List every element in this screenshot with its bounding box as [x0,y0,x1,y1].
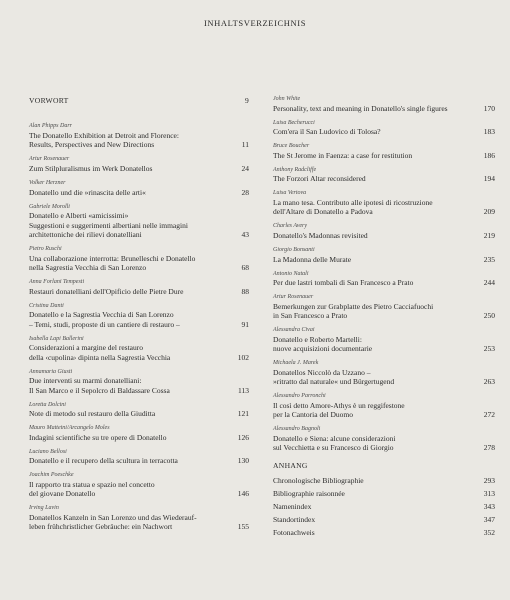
entry-author: Alessandra Civai [273,327,315,334]
entry-title-line: Donatello e Alberti «amicissimi» [29,211,129,221]
toc-entry [29,425,249,442]
entry-title-line: della ‹cupolina› dipinta nella Sagrestia Vecchia [29,352,171,362]
toc-entry [29,449,249,466]
page-number: 43 [241,230,249,239]
entry-title-line: Per due lastri tombali di San Francesco a Prato [273,278,414,288]
appendix-entry [273,489,495,498]
entry-title-line: architettoniche dei rilievi donatelliani [29,230,142,239]
toc-entry [29,402,249,419]
page-number: 244 [483,278,495,288]
appendix-entry [273,528,495,537]
toc-entry [29,472,249,498]
entry-title-line: The Forzori Altar reconsidered [273,174,366,184]
page-number: 24 [241,164,249,173]
entry-title-line: »ritratto dal naturale« und Bürgertugend [273,377,395,387]
page-number: 194 [483,174,495,184]
page-number: 347 [483,514,495,524]
appendix-label: Fotonachweis [273,527,315,537]
page-number: 121 [237,409,249,419]
toc-entry [29,123,249,149]
entry-title-line: per la Cantoria del Duomo [273,410,353,420]
entry-title-line: Il così detto Amore-Athys è un reggifestone [273,400,405,410]
toc-entry [273,167,495,184]
entry-title-line: leben frühchristlicher Gebräuche: ein Nachwort [29,522,173,532]
entry-author: Annamaria Giusti [29,368,73,375]
page-number: 102 [237,352,249,362]
entry-title-line: Personality, text and meaning in Donatello's single figures [273,103,448,113]
page-number: 278 [483,443,495,453]
entry-title-line: Donatello e la Sagrestia Vecchia di San Lorenzo [29,310,174,320]
entry-author: Anna Forlani Tempesti [29,279,85,285]
page-number: 126 [237,432,249,442]
entry-title-line: Il rapporto tra statua e spazio nel concetto [29,479,155,489]
page-number: 209 [483,207,495,217]
toc-entry [273,247,495,264]
entry-title-line: Considerazioni a margine del restauro [29,343,143,353]
page-number: 253 [483,344,495,354]
entry-title-line: La Madonna delle Murate [273,254,352,264]
page-number: 352 [483,527,495,537]
page-number: 88 [241,286,249,296]
entry-author: Loretta Dolcini [29,401,66,408]
entry-author: Irving Lavin [29,505,59,512]
toc-entry [273,327,495,353]
page-number: 91 [241,319,249,329]
section-label: VORWORT [29,96,69,105]
page-number: 155 [237,522,249,532]
toc-entry [273,96,495,113]
toc-entry [29,204,249,240]
entry-title-line: – Temi, studi, proposte di un cantiere di restauro – [29,319,180,329]
entry-title-line: sul Vecchietta e su Francesco di Giorgio [273,443,394,453]
page-number: 130 [237,456,249,466]
entry-title-line: Restauri donatelliani dell'Opificio delle Pietre Dure [29,286,184,296]
toc-entry [29,505,249,531]
page-number: 68 [241,263,249,272]
entry-title-line: Il San Marco e il Sepolcro di Baldassare Cossa [29,385,170,395]
page-number: 313 [483,488,495,498]
entry-title-line: Una collaborazione interrotta: Brunelleschi e Donatello [29,253,196,263]
entry-author: Luisa Becherucci [273,119,315,126]
toc-entry [273,120,495,137]
entry-author: Anthony Radcliffe [273,166,317,173]
page-number: 343 [483,501,495,511]
toc-entry [273,360,495,386]
page-number: 113 [238,385,249,395]
toc-entry [273,271,495,288]
page-number: 9 [244,96,249,105]
entry-title-line: Donatellos Niccolò da Uzzano – [273,367,371,377]
page-title: INHALTSVERZEICHNIS [203,18,307,28]
entry-title-line: nuove acquisizioni documentarie [273,344,373,354]
entry-title-line: Note di metodo sul restauro della Giuditta [29,409,156,419]
toc-entry [29,369,249,395]
section-label: ANHANG [273,460,308,470]
entry-author: Volker Herzner [29,180,66,186]
page-number: 28 [241,187,249,197]
entry-title-line: del giovane Donatello [29,489,96,499]
entry-title-line: Due interventi su marmi donatelliani: [29,376,142,386]
entry-author: Pietro Ruschi [29,246,62,252]
entry-author: Antonio Natali [273,270,309,277]
entry-title-line: dell'Altare di Donatello a Padova [273,207,373,217]
entry-author: Alessandro Bagnoli [273,426,321,433]
toc-entry [29,279,249,296]
page-number: 250 [483,311,495,321]
page-number: 186 [483,150,495,160]
appendix-label: Chronologische Bibliographie [273,475,364,485]
entry-title-line: Indagini scientifiche su tre opere di Donatello [29,432,167,442]
entry-title-line: Zum Stilpluralismus im Werk Donatellos [29,164,153,173]
entry-title-line: Suggestioni e suggerimenti albertiani nelle immagini [29,220,188,230]
appendix-label: Bibliographie raisonnée [273,488,345,498]
appendix-label: Standortindex [273,514,316,524]
entry-author: Giorgio Bonsanti [273,246,315,253]
entry-title-line: Results, Perspectives and New Directions [29,140,155,150]
entry-author: Mauro Matteini/Arcangelo Moles [29,425,110,432]
entry-author: Gabriele Morolli [29,203,70,210]
entry-title-line: Bemerkungen zur Grabplatte des Pietro Cacciafuochi [273,301,434,311]
entry-title-line: in San Francesco a Prato [273,311,348,321]
toc-section-vorwort [29,96,249,105]
entry-title-line: nella Sagrestia Vecchia di San Lorenzo [29,263,147,272]
toc-entry [273,294,495,320]
entry-author: Michaela J. Marek [273,360,319,367]
entry-title-line: Donatello e il recupero della scultura in terracotta [29,456,178,466]
entry-title-line: La mano tesa. Contributo alle ipotesi di ricostruzione [273,197,433,207]
toc-entry [273,190,495,216]
entry-author: Artur Rosenauer [29,156,70,163]
toc-entry [273,143,495,160]
toc-entry [29,246,249,272]
page-number: 146 [237,489,249,499]
page-number: 263 [483,377,495,387]
toc-entry [273,223,495,240]
entry-title-line: The Donatello Exhibition at Detroit and Florence: [29,131,179,140]
appendix-entry [273,502,495,511]
page-number: 170 [483,103,495,113]
left-column [29,96,249,538]
appendix-entry [273,515,495,524]
page-number: 11 [241,140,249,150]
page-number: 183 [483,127,495,137]
entry-author: Charles Avery [273,223,308,230]
entry-title-line: Donatello e Roberto Martelli: [273,334,362,344]
entry-title-line: Donatellos Kanzeln in San Lorenzo und das Wiederauf- [29,512,197,522]
entry-author: Luisa Vertova [273,190,307,197]
toc-entry [29,303,249,329]
entry-title-line: Com'era il San Ludovico di Tolosa? [273,127,381,137]
entry-author: Bruce Boucher [273,143,310,150]
entry-author: Artur Rosenauer [273,294,314,301]
appendix-entry [273,476,495,485]
page-number: 293 [483,475,495,485]
entry-title-line: Donatello's Madonnas revisited [273,230,368,240]
right-column [273,96,495,541]
entry-title-line: Donatello und die »rinascita delle arti« [29,187,146,197]
entry-author: Isabella Lapi Ballerini [29,335,84,342]
entry-title-line: The St Jerome in Faenza: a case for restitution [273,150,413,160]
entry-author: Luciano Bellosi [29,448,67,455]
page-number: 235 [483,254,495,264]
toc-entry [273,426,495,452]
toc-entry [29,336,249,362]
page-number: 219 [483,230,495,240]
toc-entry [273,393,495,419]
toc-entry [29,156,249,173]
entry-author: Alan Phipps Darr [29,123,73,130]
appendix-label: Namenindex [273,501,312,511]
toc-section-anhang [273,461,495,470]
entry-author: Alessandro Parronchi [273,393,326,400]
entry-title-line: Donatello e Siena: alcune considerazioni [273,433,396,443]
entry-author: John White [273,96,301,102]
toc-entry [29,180,249,197]
entry-author: Cristina Danti [29,302,64,309]
entry-author: Joachim Poeschke [29,472,74,479]
page-number: 272 [483,410,495,420]
